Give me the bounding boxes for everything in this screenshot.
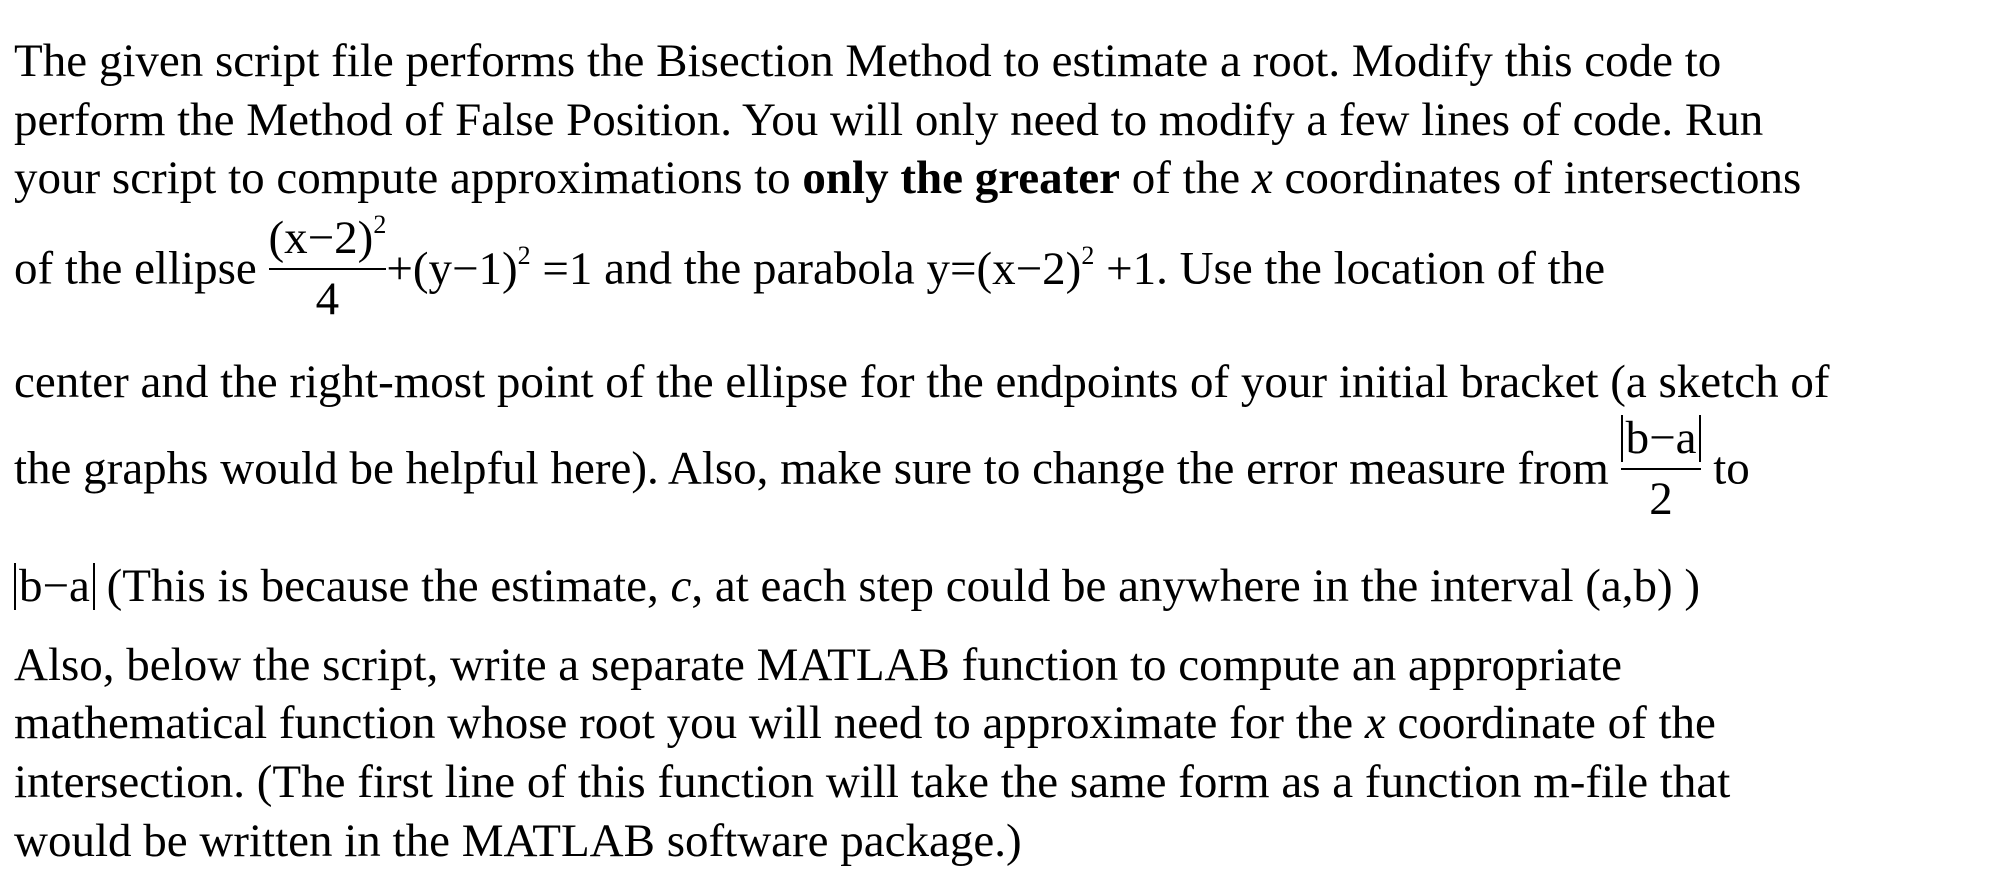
line-6-part-b: to [1701,442,1750,495]
abs-b-minus-a: b−a [14,563,95,610]
line-7-part-b: , at each step could be anywhere in the interval (a,b) ) [691,560,1701,612]
line-9-part-a: mathematical function whose root you will need to approximate for the [14,697,1365,749]
variable-c: c [670,560,692,612]
line-1-text: The given script file performs the Bisection Method to estimate a root. Modify this code to [14,35,1722,87]
ellipse-y-term [386,240,593,295]
line-4-part-b: and the parabola [592,242,927,295]
text-line-10 [14,756,1731,808]
text-line-5 [14,356,1830,408]
line-11-text: would be written in the MATLAB software package.) [14,815,1022,867]
error-fraction [1621,412,1702,525]
error-fraction-bar [1621,468,1702,470]
line-5-text: center and the right-most point of the ellipse for the endpoints of your initial bracket (a sketch of [14,356,1830,408]
parabola-exponent: 2 [1081,240,1095,270]
bold-emphasis: only the greater [802,152,1121,204]
error-fraction-denominator: 2 [1649,473,1673,525]
line-8-text: Also, below the script, write a separate MATLAB function to compute an appropriate [14,639,1622,691]
text-line-4 [14,210,1606,325]
line-3-part-c: of the [1120,152,1252,204]
line-3-part-a: your script to compute approximations to [14,152,803,204]
text-line-2 [14,94,1764,146]
ellipse-fraction-numerator [268,210,387,264]
text-line-3 [14,152,1802,204]
ellipse-fraction-denominator: 4 [315,273,340,325]
error-abs-value: b−a [1621,415,1702,462]
parabola-text: y=(x−2) [926,242,1082,295]
ellipse-equals-one: =1 [530,242,593,295]
parabola-plus-one: +1 [1094,242,1157,295]
fraction-bar [269,268,387,270]
text-line-9 [14,697,1716,749]
text-line-11 [14,815,1022,867]
ellipse-fraction [268,210,387,325]
ellipse-numerator-exponent: 2 [373,210,387,239]
line-10-text: intersection. (The first line of this function will take the same form as a function m-file that [14,756,1731,808]
line-6-part-a: the graphs would be helpful here). Also, make sure to change the error measure from [14,442,1621,495]
error-fraction-numerator [1621,412,1702,464]
parabola-equation [926,240,1157,295]
line-4-part-c: . Use the location of the [1156,242,1606,295]
ellipse-y-exponent: 2 [517,240,531,270]
line-7-part-a: (This is because the estimate, [94,560,671,612]
variable-x: x [1251,152,1273,204]
ellipse-numerator-text: (x−2) [268,212,374,264]
line-3-part-d: coordinates of intersections [1272,152,1802,204]
line-2-text: perform the Method of False Position. You will only need to modify a few lines of code. Run [14,94,1764,146]
line-9-part-b: coordinate of the [1385,697,1716,749]
ellipse-y-term-text: +(y−1) [386,242,518,295]
text-line-1 [14,35,1722,87]
text-line-6 [14,412,1750,525]
text-line-7 [14,560,1701,612]
text-line-8 [14,639,1622,691]
line-4-part-a: of the ellipse [14,242,269,295]
variable-x-2: x [1364,697,1386,749]
